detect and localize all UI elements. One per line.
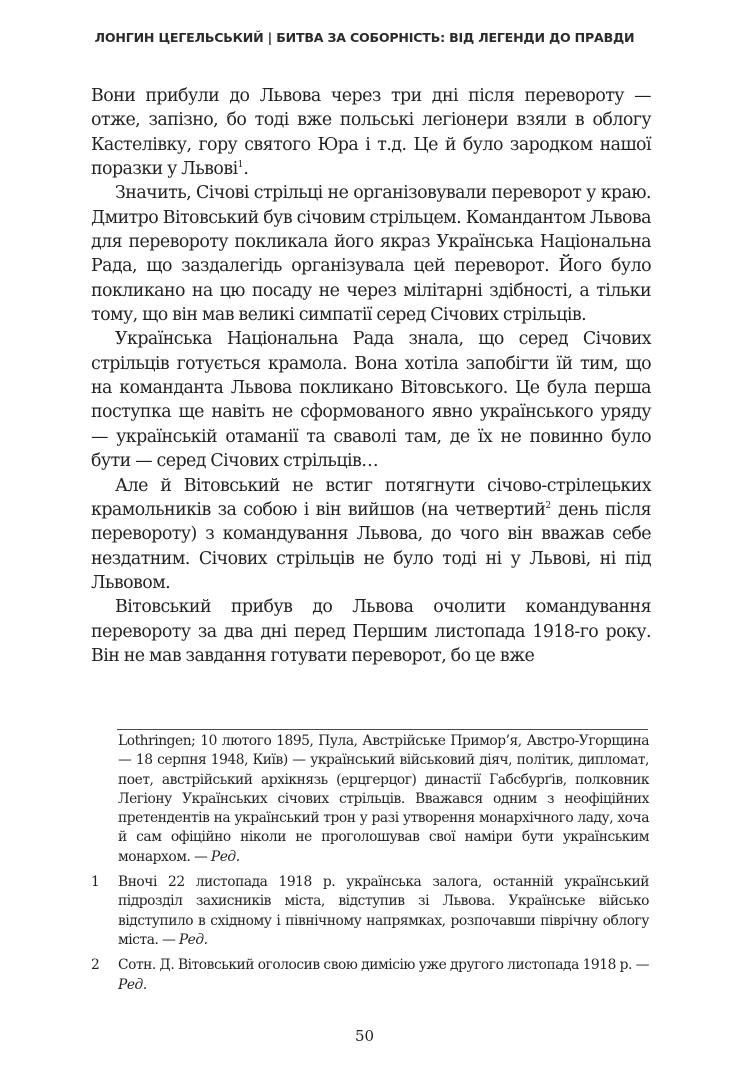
footnote-2 — [91, 956, 649, 995]
footnote-number — [91, 732, 118, 867]
footnote-body: Lothringen; 10 лютого 1895, Пула, Австрійське Примор’я, Австро-Угорщина — 18 серпня 1948, Київ) — український військовий діяч, політик, дипломат, поет, австрійський архікнязь (ерцгерцог) династії Габсбурґів, полковник Легіону Українських січових стрільців. Вважався одним з неофіційних претендентів на український трон у разі утворення монархічного ладу, хоча й сам офіційно ніколи не проголошував свої наміри бути українським монархом. — — [118, 733, 649, 865]
footnote-text — [118, 873, 649, 950]
running-header: ЛОНГИН ЦЕГЕЛЬСЬКИЙ | БИТВА ЗА СОБОРНІСТЬ: ВІД ЛЕГЕНДИ ДО ПРАВДИ — [94, 30, 635, 45]
footnote-number: 1 — [91, 874, 100, 891]
footnote-separator — [117, 729, 648, 730]
footnote-reference[interactable]: 1 — [237, 160, 244, 171]
footnote-signature: Ред. — [178, 931, 208, 948]
main-text — [91, 84, 651, 668]
paragraph: Значить, Січові стрільці не організовували переворот у краю. Дмитро Вітовський був січовим стрільцем. Командантом Львова для перевороту покликала його якраз Українська Національна Рада, що заздалегідь організувала цей переворот. Його було покликано на цю посаду не через мілітарні здібності, а тільки тому, що він мав великі симпатії серед Січових стрільців. — [91, 183, 651, 326]
footnote-reference[interactable]: 2 — [545, 500, 552, 511]
footnote-body: Сотн. Д. Вітовський оголосив свою димісію уже другого листопада 1918 р. — — [118, 957, 649, 974]
paragraph-text: Вони прибули до Львова через три дні після перевороту — отже, запізно, бо тоді вже польські легіонери взяли в облогу Кастелівку, гору святого Юра і т.д. Це й було зародком нашої поразки у Львові — [91, 86, 651, 180]
footnotes — [91, 732, 649, 1001]
footnote-continued — [91, 732, 649, 867]
page-number: 50 — [354, 1027, 375, 1045]
paragraph-text: Але й Вітовський не встиг потягнути січово-стрілецьких крамольників за собою і він вийшов (на четвертий — [91, 475, 651, 520]
footnote-body: Вночі 22 листопада 1918 р. українська залога, останній український підрозділ захисників міста, відступив зі Львова. Українське військо відступило в східному і північному напрямках, розпочавши піврічну облогу міста. — — [118, 874, 649, 948]
footnote-signature: Ред. — [210, 848, 240, 865]
footnote-text — [118, 956, 649, 995]
paragraph: Українська Національна Рада знала, що серед Січових стрільців готується крамола. Вона хотіла запобігти їй тим, що на команданта Львова покликано Вітовського. Це була перша поступка ще навіть не сформованого явно українського уряду — українській отаманії та сваволі там, де їх не повинно було бути — серед Січових стрільців… — [91, 329, 651, 472]
footnote-number: 2 — [91, 957, 100, 974]
footnote-1 — [91, 873, 649, 950]
footnote-text — [118, 732, 649, 867]
paragraph — [91, 474, 651, 596]
paragraph: Вітовський прибув до Львова очолити командування перевороту за два дні перед Першим листопада 1918-го року. Він не мав завдання готувати переворот, бо це вже — [91, 597, 651, 666]
paragraph — [91, 84, 651, 181]
paragraph-text: . — [243, 159, 249, 180]
footnote-signature: Ред. — [118, 976, 147, 993]
paragraph-text: день після перевороту) з командування Львова, до чого він вважав себе нездатним. Січових стрільців не було тоді ні у Львові, ні під Львовом. — [91, 499, 651, 593]
